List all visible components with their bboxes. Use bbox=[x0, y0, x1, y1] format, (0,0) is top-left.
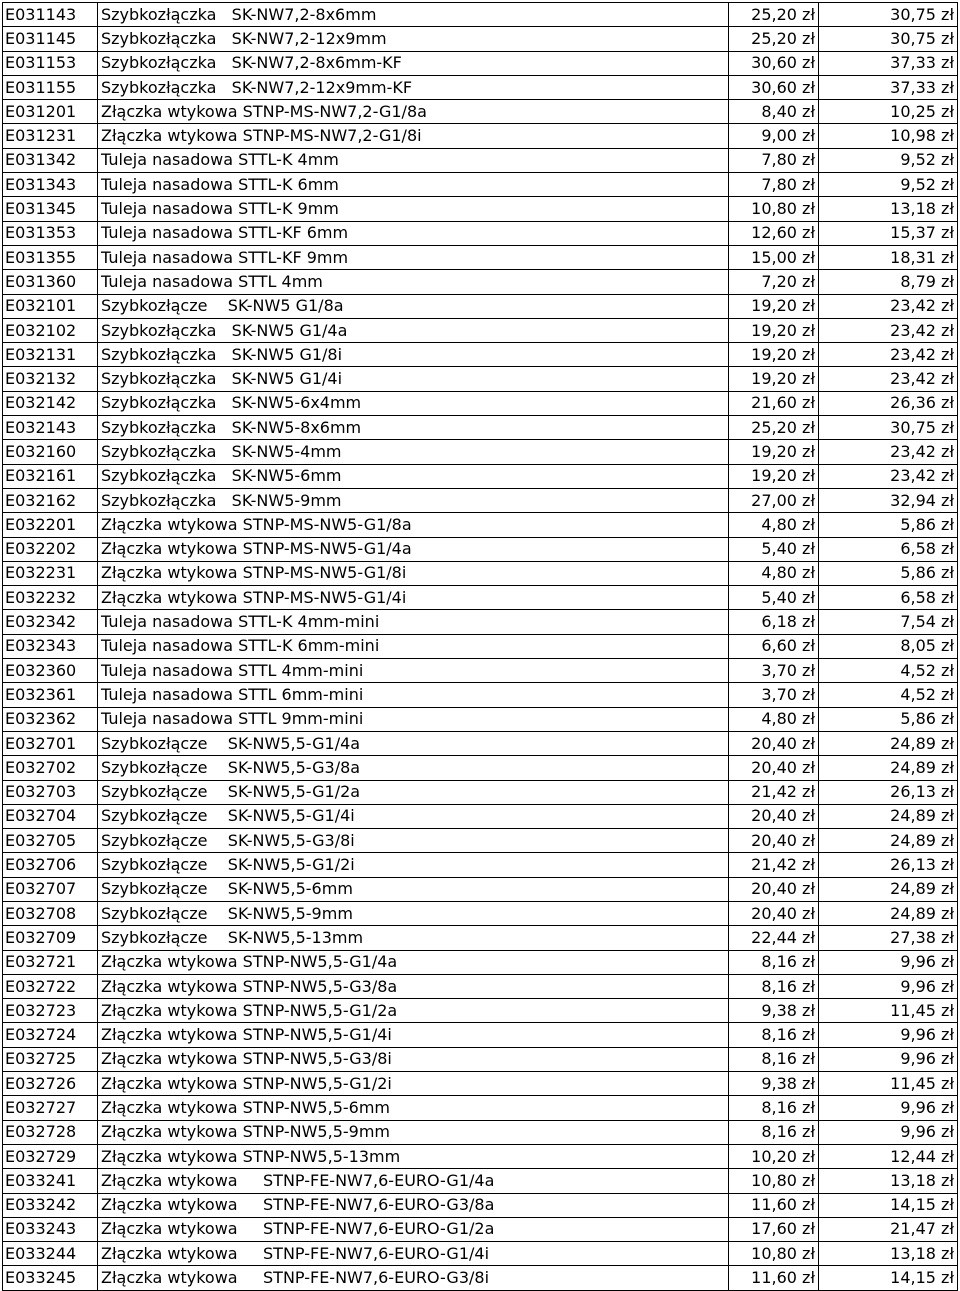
product-description-cell: Szybkozłączka SK-NW5-8x6mm bbox=[98, 416, 729, 440]
table-row bbox=[3, 853, 958, 877]
table-row bbox=[3, 391, 958, 415]
product-description-cell: Tuleja nasadowa STTL-K 6mm bbox=[98, 173, 729, 197]
product-description-cell: Złączka wtykowa STNP-MS-NW7,2-G1/8a bbox=[98, 100, 729, 124]
product-description-cell: Tuleja nasadowa STTL-KF 9mm bbox=[98, 245, 729, 269]
product-code-cell: E032202 bbox=[3, 537, 98, 561]
product-code-cell: E032143 bbox=[3, 416, 98, 440]
product-description-cell: Złączka wtykowa STNP-NW5,5-G3/8i bbox=[98, 1047, 729, 1071]
product-description-cell: Szybkozłącze SK-NW5 G1/8a bbox=[98, 294, 729, 318]
table-row bbox=[3, 197, 958, 221]
net-price-cell: 20,40 zł bbox=[729, 756, 819, 780]
table-row bbox=[3, 901, 958, 925]
product-code-cell: E032727 bbox=[3, 1096, 98, 1120]
product-code-cell: E032362 bbox=[3, 707, 98, 731]
product-description-cell: Szybkozłącze SK-NW5,5-9mm bbox=[98, 901, 729, 925]
gross-price-cell: 9,96 zł bbox=[819, 1047, 958, 1071]
product-code-cell: E031360 bbox=[3, 270, 98, 294]
table-row bbox=[3, 780, 958, 804]
net-price-cell: 4,80 zł bbox=[729, 513, 819, 537]
product-description-cell: Szybkozłączka SK-NW7,2-8x6mm bbox=[98, 3, 729, 27]
gross-price-cell: 11,45 zł bbox=[819, 1072, 958, 1096]
net-price-cell: 21,42 zł bbox=[729, 780, 819, 804]
product-description-cell: Szybkozłączka SK-NW5 G1/8i bbox=[98, 343, 729, 367]
product-description-cell: Szybkozłączka SK-NW5 G1/4i bbox=[98, 367, 729, 391]
gross-price-cell: 37,33 zł bbox=[819, 51, 958, 75]
product-description-cell: Szybkozłącze SK-NW5,5-6mm bbox=[98, 877, 729, 901]
gross-price-cell: 8,05 zł bbox=[819, 634, 958, 658]
table-row bbox=[3, 586, 958, 610]
gross-price-cell: 12,44 zł bbox=[819, 1144, 958, 1168]
product-code-cell: E032231 bbox=[3, 561, 98, 585]
gross-price-cell: 4,52 zł bbox=[819, 683, 958, 707]
product-description-cell: Złączka wtykowa STNP-NW5,5-G1/2a bbox=[98, 999, 729, 1023]
gross-price-cell: 14,15 zł bbox=[819, 1266, 958, 1290]
product-description-cell: Szybkozłączka SK-NW5-6mm bbox=[98, 464, 729, 488]
product-description-cell: Złączka wtykowa STNP-NW5,5-G1/2i bbox=[98, 1072, 729, 1096]
table-row bbox=[3, 440, 958, 464]
table-row bbox=[3, 829, 958, 853]
table-row bbox=[3, 1266, 958, 1290]
product-code-cell: E031355 bbox=[3, 245, 98, 269]
product-description-cell: Złączka wtykowa STNP-NW5,5-9mm bbox=[98, 1120, 729, 1144]
net-price-cell: 7,20 zł bbox=[729, 270, 819, 294]
product-code-cell: E032131 bbox=[3, 343, 98, 367]
product-code-cell: E032201 bbox=[3, 513, 98, 537]
gross-price-cell: 9,52 zł bbox=[819, 173, 958, 197]
product-code-cell: E031342 bbox=[3, 148, 98, 172]
table-row bbox=[3, 513, 958, 537]
net-price-cell: 11,60 zł bbox=[729, 1193, 819, 1217]
table-row bbox=[3, 537, 958, 561]
net-price-cell: 6,60 zł bbox=[729, 634, 819, 658]
net-price-cell: 7,80 zł bbox=[729, 148, 819, 172]
table-row bbox=[3, 634, 958, 658]
net-price-cell: 8,16 zł bbox=[729, 1096, 819, 1120]
product-description-cell: Szybkozłącze SK-NW5,5-G1/4i bbox=[98, 804, 729, 828]
gross-price-cell: 21,47 zł bbox=[819, 1217, 958, 1241]
product-code-cell: E031231 bbox=[3, 124, 98, 148]
net-price-cell: 25,20 zł bbox=[729, 3, 819, 27]
product-description-cell: Złączka wtykowa STNP-FE-NW7,6-EURO-G1/2a bbox=[98, 1217, 729, 1241]
product-description-cell: Złączka wtykowa STNP-NW5,5-G1/4i bbox=[98, 1023, 729, 1047]
net-price-cell: 7,80 zł bbox=[729, 173, 819, 197]
net-price-cell: 20,40 zł bbox=[729, 804, 819, 828]
product-description-cell: Złączka wtykowa STNP-NW5,5-G1/4a bbox=[98, 950, 729, 974]
product-code-cell: E032709 bbox=[3, 926, 98, 950]
product-description-cell: Szybkozłączka SK-NW5-9mm bbox=[98, 488, 729, 512]
net-price-cell: 8,16 zł bbox=[729, 950, 819, 974]
gross-price-cell: 9,96 zł bbox=[819, 974, 958, 998]
product-description-cell: Złączka wtykowa STNP-MS-NW5-G1/4a bbox=[98, 537, 729, 561]
gross-price-cell: 15,37 zł bbox=[819, 221, 958, 245]
product-code-cell: E032162 bbox=[3, 488, 98, 512]
product-description-cell: Złączka wtykowa STNP-NW5,5-13mm bbox=[98, 1144, 729, 1168]
net-price-cell: 22,44 zł bbox=[729, 926, 819, 950]
gross-price-cell: 9,96 zł bbox=[819, 1096, 958, 1120]
table-row bbox=[3, 3, 958, 27]
net-price-cell: 4,80 zł bbox=[729, 561, 819, 585]
product-code-cell: E032342 bbox=[3, 610, 98, 634]
product-code-cell: E032722 bbox=[3, 974, 98, 998]
table-row bbox=[3, 610, 958, 634]
net-price-cell: 5,40 zł bbox=[729, 537, 819, 561]
net-price-cell: 15,00 zł bbox=[729, 245, 819, 269]
gross-price-cell: 23,42 zł bbox=[819, 294, 958, 318]
gross-price-cell: 27,38 zł bbox=[819, 926, 958, 950]
gross-price-cell: 10,25 zł bbox=[819, 100, 958, 124]
product-code-cell: E033241 bbox=[3, 1169, 98, 1193]
gross-price-cell: 7,54 zł bbox=[819, 610, 958, 634]
price-list-body bbox=[3, 3, 958, 1291]
product-code-cell: E032729 bbox=[3, 1144, 98, 1168]
product-description-cell: Szybkozłączka SK-NW7,2-12x9mm-KF bbox=[98, 75, 729, 99]
product-code-cell: E031153 bbox=[3, 51, 98, 75]
net-price-cell: 8,16 zł bbox=[729, 1023, 819, 1047]
product-code-cell: E031143 bbox=[3, 3, 98, 27]
net-price-cell: 19,20 zł bbox=[729, 318, 819, 342]
net-price-cell: 25,20 zł bbox=[729, 27, 819, 51]
table-row bbox=[3, 464, 958, 488]
product-code-cell: E033245 bbox=[3, 1266, 98, 1290]
product-description-cell: Złączka wtykowa STNP-MS-NW5-G1/8i bbox=[98, 561, 729, 585]
table-row bbox=[3, 343, 958, 367]
gross-price-cell: 23,42 zł bbox=[819, 318, 958, 342]
table-row bbox=[3, 173, 958, 197]
table-row bbox=[3, 294, 958, 318]
gross-price-cell: 4,52 zł bbox=[819, 659, 958, 683]
table-row bbox=[3, 926, 958, 950]
net-price-cell: 8,16 zł bbox=[729, 1120, 819, 1144]
net-price-cell: 9,00 zł bbox=[729, 124, 819, 148]
product-description-cell: Złączka wtykowa STNP-MS-NW5-G1/4i bbox=[98, 586, 729, 610]
gross-price-cell: 10,98 zł bbox=[819, 124, 958, 148]
net-price-cell: 3,70 zł bbox=[729, 659, 819, 683]
net-price-cell: 9,38 zł bbox=[729, 1072, 819, 1096]
gross-price-cell: 23,42 zł bbox=[819, 464, 958, 488]
product-description-cell: Tuleja nasadowa STTL-K 6mm-mini bbox=[98, 634, 729, 658]
gross-price-cell: 23,42 zł bbox=[819, 367, 958, 391]
net-price-cell: 19,20 zł bbox=[729, 294, 819, 318]
net-price-cell: 10,80 zł bbox=[729, 1242, 819, 1266]
product-code-cell: E031155 bbox=[3, 75, 98, 99]
gross-price-cell: 32,94 zł bbox=[819, 488, 958, 512]
product-description-cell: Złączka wtykowa STNP-NW5,5-G3/8a bbox=[98, 974, 729, 998]
product-description-cell: Tuleja nasadowa STTL-K 4mm-mini bbox=[98, 610, 729, 634]
net-price-cell: 19,20 zł bbox=[729, 440, 819, 464]
table-row bbox=[3, 416, 958, 440]
table-row bbox=[3, 100, 958, 124]
product-description-cell: Szybkozłączka SK-NW5-4mm bbox=[98, 440, 729, 464]
product-code-cell: E031353 bbox=[3, 221, 98, 245]
gross-price-cell: 9,96 zł bbox=[819, 950, 958, 974]
product-code-cell: E033242 bbox=[3, 1193, 98, 1217]
gross-price-cell: 24,89 zł bbox=[819, 901, 958, 925]
gross-price-cell: 6,58 zł bbox=[819, 586, 958, 610]
net-price-cell: 19,20 zł bbox=[729, 343, 819, 367]
table-row bbox=[3, 27, 958, 51]
product-code-cell: E031201 bbox=[3, 100, 98, 124]
gross-price-cell: 9,96 zł bbox=[819, 1120, 958, 1144]
table-row bbox=[3, 683, 958, 707]
table-row bbox=[3, 1047, 958, 1071]
product-code-cell: E032161 bbox=[3, 464, 98, 488]
product-code-cell: E032361 bbox=[3, 683, 98, 707]
table-row bbox=[3, 51, 958, 75]
product-code-cell: E032723 bbox=[3, 999, 98, 1023]
net-price-cell: 21,60 zł bbox=[729, 391, 819, 415]
net-price-cell: 6,18 zł bbox=[729, 610, 819, 634]
table-row bbox=[3, 731, 958, 755]
table-row bbox=[3, 561, 958, 585]
product-code-cell: E031345 bbox=[3, 197, 98, 221]
table-row bbox=[3, 659, 958, 683]
product-description-cell: Szybkozłącze SK-NW5,5-G1/2a bbox=[98, 780, 729, 804]
product-description-cell: Tuleja nasadowa STTL-K 4mm bbox=[98, 148, 729, 172]
gross-price-cell: 18,31 zł bbox=[819, 245, 958, 269]
net-price-cell: 30,60 zł bbox=[729, 51, 819, 75]
table-row bbox=[3, 756, 958, 780]
table-row bbox=[3, 75, 958, 99]
gross-price-cell: 30,75 zł bbox=[819, 3, 958, 27]
product-description-cell: Szybkozłącze SK-NW5,5-G3/8i bbox=[98, 829, 729, 853]
table-row bbox=[3, 1193, 958, 1217]
table-row bbox=[3, 221, 958, 245]
product-code-cell: E031145 bbox=[3, 27, 98, 51]
product-description-cell: Tuleja nasadowa STTL 6mm-mini bbox=[98, 683, 729, 707]
table-row bbox=[3, 1096, 958, 1120]
product-code-cell: E032705 bbox=[3, 829, 98, 853]
product-code-cell: E033243 bbox=[3, 1217, 98, 1241]
product-description-cell: Złączka wtykowa STNP-MS-NW7,2-G1/8i bbox=[98, 124, 729, 148]
product-code-cell: E032721 bbox=[3, 950, 98, 974]
net-price-cell: 20,40 zł bbox=[729, 731, 819, 755]
net-price-cell: 27,00 zł bbox=[729, 488, 819, 512]
table-row bbox=[3, 270, 958, 294]
price-list-sheet bbox=[2, 2, 957, 1291]
table-row bbox=[3, 1144, 958, 1168]
gross-price-cell: 23,42 zł bbox=[819, 440, 958, 464]
net-price-cell: 19,20 zł bbox=[729, 464, 819, 488]
product-description-cell: Tuleja nasadowa STTL 4mm-mini bbox=[98, 659, 729, 683]
gross-price-cell: 23,42 zł bbox=[819, 343, 958, 367]
product-description-cell: Złączka wtykowa STNP-NW5,5-6mm bbox=[98, 1096, 729, 1120]
product-code-cell: E032360 bbox=[3, 659, 98, 683]
net-price-cell: 4,80 zł bbox=[729, 707, 819, 731]
gross-price-cell: 37,33 zł bbox=[819, 75, 958, 99]
table-row bbox=[3, 877, 958, 901]
net-price-cell: 17,60 zł bbox=[729, 1217, 819, 1241]
product-code-cell: E032707 bbox=[3, 877, 98, 901]
product-code-cell: E032102 bbox=[3, 318, 98, 342]
gross-price-cell: 24,89 zł bbox=[819, 804, 958, 828]
net-price-cell: 25,20 zł bbox=[729, 416, 819, 440]
product-description-cell: Szybkozłączka SK-NW7,2-12x9mm bbox=[98, 27, 729, 51]
product-description-cell: Złączka wtykowa STNP-FE-NW7,6-EURO-G1/4a bbox=[98, 1169, 729, 1193]
net-price-cell: 11,60 zł bbox=[729, 1266, 819, 1290]
net-price-cell: 3,70 zł bbox=[729, 683, 819, 707]
gross-price-cell: 30,75 zł bbox=[819, 27, 958, 51]
product-code-cell: E032702 bbox=[3, 756, 98, 780]
table-row bbox=[3, 1217, 958, 1241]
product-code-cell: E032703 bbox=[3, 780, 98, 804]
product-code-cell: E032704 bbox=[3, 804, 98, 828]
product-description-cell: Szybkozłącze SK-NW5,5-G1/2i bbox=[98, 853, 729, 877]
gross-price-cell: 13,18 zł bbox=[819, 1169, 958, 1193]
gross-price-cell: 26,36 zł bbox=[819, 391, 958, 415]
product-code-cell: E032132 bbox=[3, 367, 98, 391]
table-row bbox=[3, 318, 958, 342]
product-code-cell: E032701 bbox=[3, 731, 98, 755]
product-description-cell: Szybkozłączka SK-NW5 G1/4a bbox=[98, 318, 729, 342]
product-code-cell: E032343 bbox=[3, 634, 98, 658]
table-row bbox=[3, 707, 958, 731]
product-description-cell: Złączka wtykowa STNP-FE-NW7,6-EURO-G3/8i bbox=[98, 1266, 729, 1290]
net-price-cell: 8,40 zł bbox=[729, 100, 819, 124]
product-description-cell: Złączka wtykowa STNP-FE-NW7,6-EURO-G1/4i bbox=[98, 1242, 729, 1266]
net-price-cell: 30,60 zł bbox=[729, 75, 819, 99]
gross-price-cell: 9,52 zł bbox=[819, 148, 958, 172]
table-row bbox=[3, 245, 958, 269]
product-code-cell: E032708 bbox=[3, 901, 98, 925]
table-row bbox=[3, 1023, 958, 1047]
product-code-cell: E032232 bbox=[3, 586, 98, 610]
gross-price-cell: 5,86 zł bbox=[819, 707, 958, 731]
net-price-cell: 21,42 zł bbox=[729, 853, 819, 877]
product-code-cell: E032706 bbox=[3, 853, 98, 877]
gross-price-cell: 8,79 zł bbox=[819, 270, 958, 294]
price-list-table bbox=[2, 2, 958, 1291]
table-row bbox=[3, 974, 958, 998]
product-description-cell: Szybkozłącze SK-NW5,5-G1/4a bbox=[98, 731, 729, 755]
net-price-cell: 20,40 zł bbox=[729, 829, 819, 853]
product-code-cell: E032101 bbox=[3, 294, 98, 318]
table-row bbox=[3, 1120, 958, 1144]
product-description-cell: Tuleja nasadowa STTL-KF 6mm bbox=[98, 221, 729, 245]
product-description-cell: Szybkozłącze SK-NW5,5-G3/8a bbox=[98, 756, 729, 780]
product-description-cell: Tuleja nasadowa STTL-K 9mm bbox=[98, 197, 729, 221]
product-description-cell: Szybkozłączka SK-NW7,2-8x6mm-KF bbox=[98, 51, 729, 75]
product-description-cell: Tuleja nasadowa STTL 4mm bbox=[98, 270, 729, 294]
product-code-cell: E032726 bbox=[3, 1072, 98, 1096]
table-row bbox=[3, 488, 958, 512]
gross-price-cell: 11,45 zł bbox=[819, 999, 958, 1023]
product-code-cell: E032725 bbox=[3, 1047, 98, 1071]
gross-price-cell: 5,86 zł bbox=[819, 561, 958, 585]
net-price-cell: 20,40 zł bbox=[729, 877, 819, 901]
gross-price-cell: 5,86 zł bbox=[819, 513, 958, 537]
product-description-cell: Szybkozłączka SK-NW5-6x4mm bbox=[98, 391, 729, 415]
net-price-cell: 10,80 zł bbox=[729, 1169, 819, 1193]
product-code-cell: E032728 bbox=[3, 1120, 98, 1144]
product-description-cell: Złączka wtykowa STNP-FE-NW7,6-EURO-G3/8a bbox=[98, 1193, 729, 1217]
product-code-cell: E032724 bbox=[3, 1023, 98, 1047]
table-row bbox=[3, 1169, 958, 1193]
product-code-cell: E032160 bbox=[3, 440, 98, 464]
net-price-cell: 19,20 zł bbox=[729, 367, 819, 391]
gross-price-cell: 13,18 zł bbox=[819, 197, 958, 221]
table-row bbox=[3, 124, 958, 148]
gross-price-cell: 24,89 zł bbox=[819, 829, 958, 853]
gross-price-cell: 30,75 zł bbox=[819, 416, 958, 440]
net-price-cell: 10,20 zł bbox=[729, 1144, 819, 1168]
gross-price-cell: 26,13 zł bbox=[819, 853, 958, 877]
product-description-cell: Złączka wtykowa STNP-MS-NW5-G1/8a bbox=[98, 513, 729, 537]
gross-price-cell: 14,15 zł bbox=[819, 1193, 958, 1217]
net-price-cell: 5,40 zł bbox=[729, 586, 819, 610]
product-description-cell: Szybkozłącze SK-NW5,5-13mm bbox=[98, 926, 729, 950]
table-row bbox=[3, 999, 958, 1023]
gross-price-cell: 26,13 zł bbox=[819, 780, 958, 804]
product-code-cell: E031343 bbox=[3, 173, 98, 197]
gross-price-cell: 24,89 zł bbox=[819, 756, 958, 780]
gross-price-cell: 13,18 zł bbox=[819, 1242, 958, 1266]
table-row bbox=[3, 367, 958, 391]
net-price-cell: 12,60 zł bbox=[729, 221, 819, 245]
net-price-cell: 10,80 zł bbox=[729, 197, 819, 221]
net-price-cell: 8,16 zł bbox=[729, 1047, 819, 1071]
gross-price-cell: 24,89 zł bbox=[819, 731, 958, 755]
table-row bbox=[3, 804, 958, 828]
product-description-cell: Tuleja nasadowa STTL 9mm-mini bbox=[98, 707, 729, 731]
product-code-cell: E033244 bbox=[3, 1242, 98, 1266]
table-row bbox=[3, 148, 958, 172]
table-row bbox=[3, 1242, 958, 1266]
gross-price-cell: 9,96 zł bbox=[819, 1023, 958, 1047]
table-row bbox=[3, 1072, 958, 1096]
gross-price-cell: 24,89 zł bbox=[819, 877, 958, 901]
net-price-cell: 9,38 zł bbox=[729, 999, 819, 1023]
table-row bbox=[3, 950, 958, 974]
gross-price-cell: 6,58 zł bbox=[819, 537, 958, 561]
product-code-cell: E032142 bbox=[3, 391, 98, 415]
net-price-cell: 8,16 zł bbox=[729, 974, 819, 998]
net-price-cell: 20,40 zł bbox=[729, 901, 819, 925]
